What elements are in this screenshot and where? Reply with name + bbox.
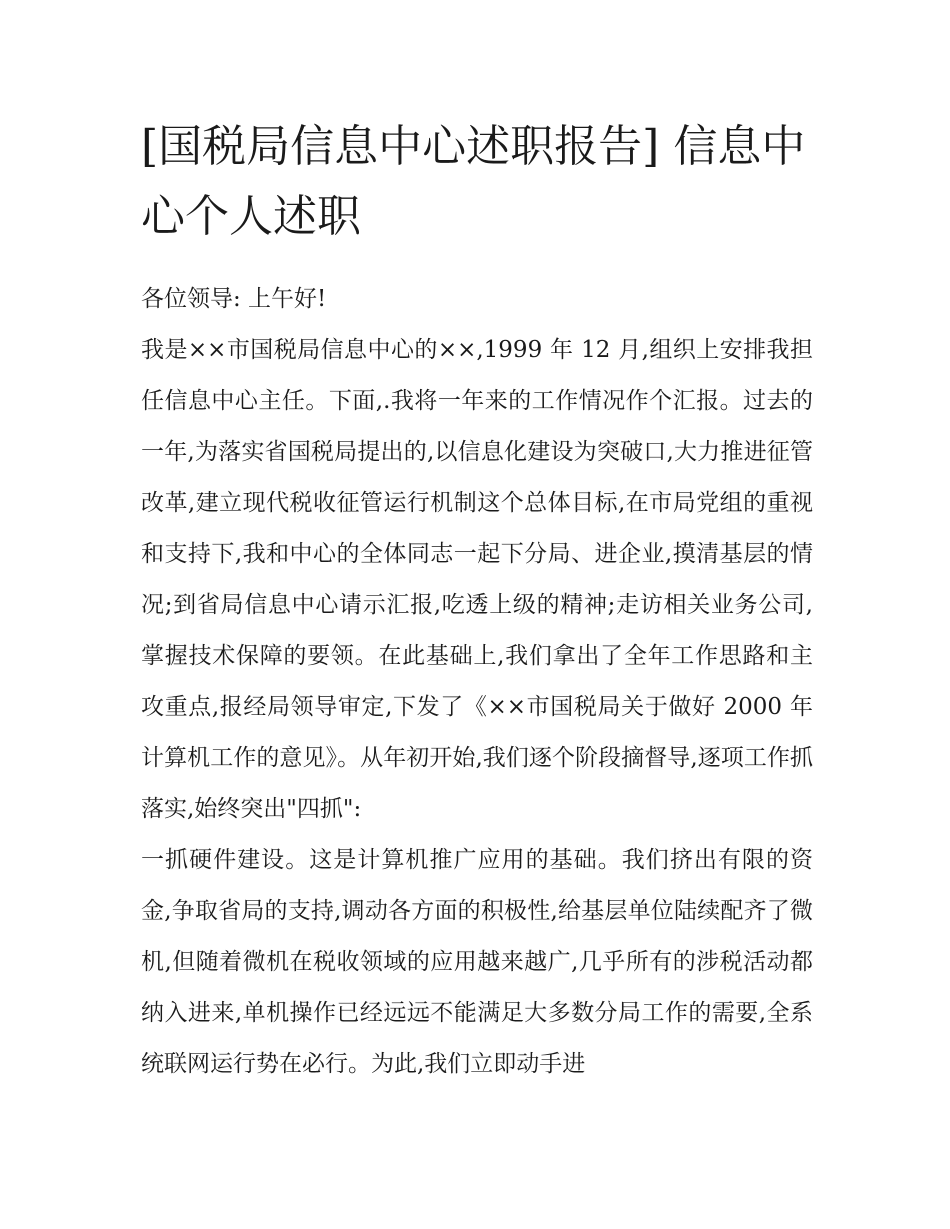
body-paragraph: 一抓硬件建设。这是计算机推广应用的基础。我们挤出有限的资金,争取省局的支持,调动各方面的积极性,给基层单位陆续配齐了微机,但随着微机在税收领域的应用越来越广,几乎所有的涉税活动都纳入进来,单机操作已经远远不能满足大多数分局工作的需要,全系统联网运行势在必行。为此,我们立即动手进 (141, 847, 813, 1077)
document-page (141, 112, 813, 1090)
body-paragraph: 我是××市国税局信息中心的××,1999 年 12 月,组织上安排我担任信息中心主任。下面,.我将一年来的工作情况作个汇报。过去的一年,为落实省国税局提出的,以信息化建设为突破口,大力推进征管改革,建立现代税收征管运行机制这个总体目标,在市局党组的重视和支持下,我和中心的全体同志一起下分局、进企业,摸清基层的情况;到省局信息中心请示汇报,吃透上级的精神;走访相关业务公司,掌握技术保障的要领。在此基础上,我们拿出了全年工作思路和主攻重点,报经局领导审定,下发了《××市国税局关于做好 2000 年计算机工作的意见》。从年初开始,我们逐个阶段摘督导,逐项工作抓落实,始终突出"四抓": (141, 337, 813, 822)
document-title: [国税局信息中心述职报告] 信息中心个人述职 (141, 121, 806, 242)
greeting-paragraph: 各位领导: 上午好! (141, 286, 327, 312)
document-body (141, 274, 813, 1090)
